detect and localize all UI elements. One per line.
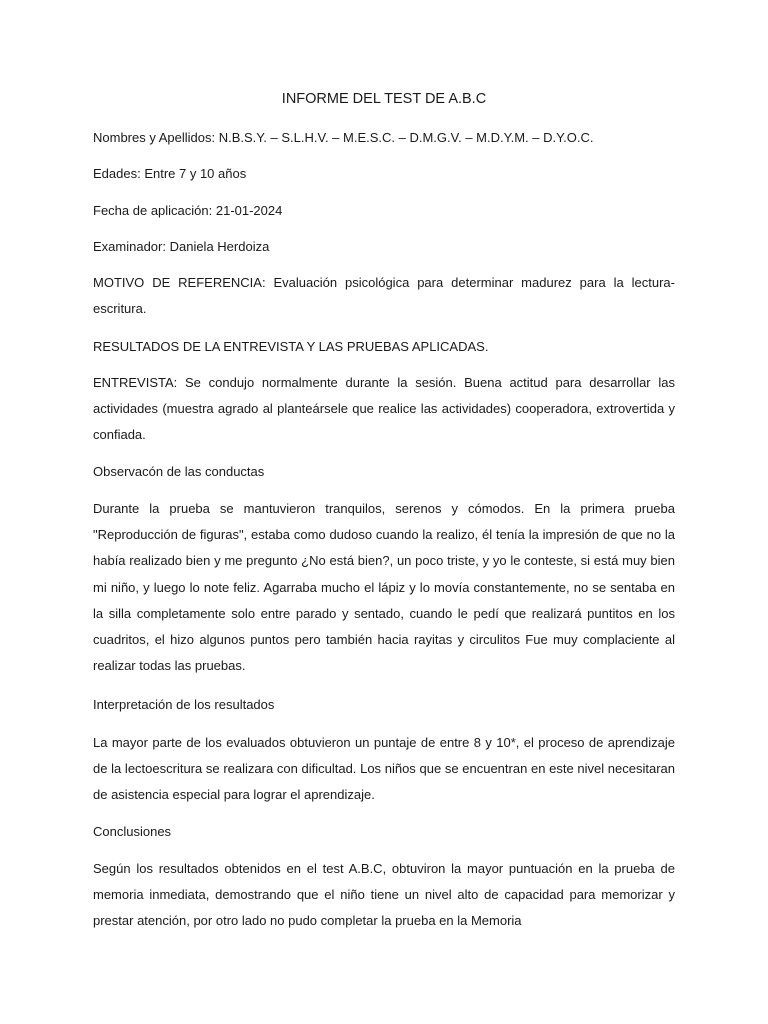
ages-line: Edades: Entre 7 y 10 años [93, 166, 247, 181]
names-line: Nombres y Apellidos: N.B.S.Y. – S.L.H.V. – M.E.S.C. – D.M.G.V. – M.D.Y.M. – D.Y.O.C. [93, 130, 594, 145]
interview-paragraph: ENTREVISTA: Se condujo normalmente durante la sesión. Buena actitud para desarrollar las actividades (muestra agrado al planteársele que realice las actividades) cooperadora, extrovertida y confiada. [93, 375, 675, 443]
interpretation-heading: Interpretación de los resultados [93, 697, 275, 712]
interpretation-paragraph: La mayor parte de los evaluados obtuvieron un puntaje de entre 8 y 10*, el proceso de aprendizaje de la lectoescritura se realizara con dificultad. Los niños que se encuentran en este nivel necesitaran de asistencia especial para lograr el aprendizaje. [93, 735, 675, 803]
observation-heading: Observacón de las conductas [93, 464, 265, 479]
conclusions-heading: Conclusiones [93, 824, 172, 839]
document-page [93, 0, 675, 1024]
conclusions-paragraph: Según los resultados obtenidos en el test A.B.C, obtuviron la mayor puntuación en la prueba de memoria inmediata, demostrando que el niño tiene un nivel alto de capacidad para memorizar y prestar atención, por otro lado no pudo completar la prueba en la Memoria [93, 861, 675, 929]
referral-paragraph: MOTIVO DE REFERENCIA: Evaluación psicológica para determinar madurez para la lectura-escritura. [93, 275, 675, 317]
date-line: Fecha de aplicación: 21-01-2024 [93, 203, 283, 218]
examiner-line: Examinador: Daniela Herdoiza [93, 239, 270, 254]
document-title: INFORME DEL TEST DE A.B.C [281, 91, 487, 107]
results-heading: RESULTADOS DE LA ENTREVISTA Y LAS PRUEBAS APLICADAS. [93, 339, 489, 354]
observation-paragraph: Durante la prueba se mantuvieron tranquilos, serenos y cómodos. En la primera prueba "Reproducción de figuras", estaba como dudoso cuando la realizo, él tenía la impresión de que no la había realizado bien y me pregunto ¿No está bien?, un poco triste, y yo le conteste, si está muy bien mi niño, y luego lo note feliz. Agarraba mucho el lápiz y lo movía constantemente, no se sentaba en la silla completamente solo entre parado y sentado, cuando le pedí que realizará puntitos en los cuadritos, el hizo algunos puntos pero también hacia rayitas y circulitos Fue muy complaciente al realizar todas las pruebas. [93, 501, 675, 674]
